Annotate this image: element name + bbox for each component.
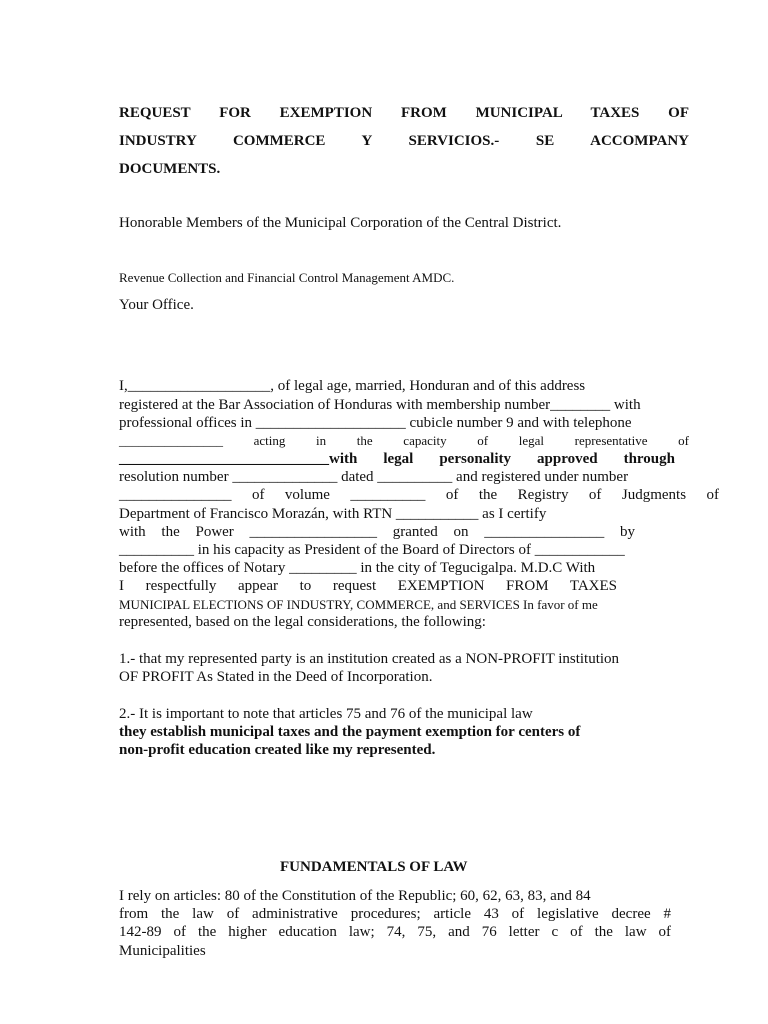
fundamentals-line: Municipalities [119, 943, 206, 959]
body-line: with the Power _________________ granted on ________________ by [119, 524, 635, 540]
body-line: Department of Francisco Morazán, with RTN ___________ as I certify [119, 506, 547, 522]
point-1-line-1: 1.- that my represented party is an institution created as a NON-PROFIT institution [119, 651, 620, 667]
body-line: __________ in his capacity as President of the Board of Directors of ____________ [119, 542, 625, 558]
body-line: I respectfully appear to request EXEMPTION FROM TAXES [119, 578, 617, 594]
point-1-line-2: OF PROFIT As Stated in the Deed of Incorporation. [119, 669, 433, 685]
body-line: represented, based on the legal considerations, the following: [119, 614, 486, 630]
body-line: I,___________________, of legal age, married, Honduran and of this address [119, 378, 586, 394]
addressee-office: Your Office. [119, 297, 194, 313]
body-line: ________________ acting in the capacity of legal representative of [119, 433, 689, 448]
title-line-2: INDUSTRY COMMERCE Y SERVICIOS.- SE ACCOMPANY [119, 133, 689, 149]
point-2-line-1: 2.- It is important to note that articles 75 and 76 of the municipal law [119, 706, 533, 722]
fundamentals-heading: FUNDAMENTALS OF LAW [280, 859, 468, 875]
point-2-line-3: non-profit education created like my represented. [119, 742, 436, 758]
title-line-1: REQUEST FOR EXEMPTION FROM MUNICIPAL TAXES OF [119, 105, 689, 121]
body-line: before the offices of Notary _________ in the city of Tegucigalpa. M.D.C With [119, 560, 596, 576]
point-2-line-2: they establish municipal taxes and the payment exemption for centers of [119, 724, 581, 740]
body-line: professional offices in ____________________ cubicle number 9 and with telephone [119, 415, 632, 431]
addressee-members: Honorable Members of the Municipal Corporation of the Central District. [119, 215, 562, 231]
body-line: registered at the Bar Association of Honduras with membership number________ with [119, 397, 641, 413]
fundamentals-line: I rely on articles: 80 of the Constitution of the Republic; 60, 62, 63, 83, and 84 [119, 888, 591, 904]
body-line: MUNICIPAL ELECTIONS OF INDUSTRY, COMMERCE, and SERVICES In favor of me [119, 597, 598, 612]
body-line: ____________________________with legal personality approved through [119, 451, 675, 467]
title-line-3: DOCUMENTS. [119, 161, 221, 177]
body-line: _______________ of volume __________ of the Registry of Judgments of [119, 487, 719, 503]
fundamentals-line: from the law of administrative procedures; article 43 of legislative decree # [119, 906, 671, 922]
addressee-management: Revenue Collection and Financial Control Management AMDC. [119, 270, 455, 285]
body-line: resolution number ______________ dated __________ and registered under number [119, 469, 629, 485]
fundamentals-line: 142-89 of the higher education law; 74, 75, and 76 letter c of the law of [119, 924, 671, 940]
